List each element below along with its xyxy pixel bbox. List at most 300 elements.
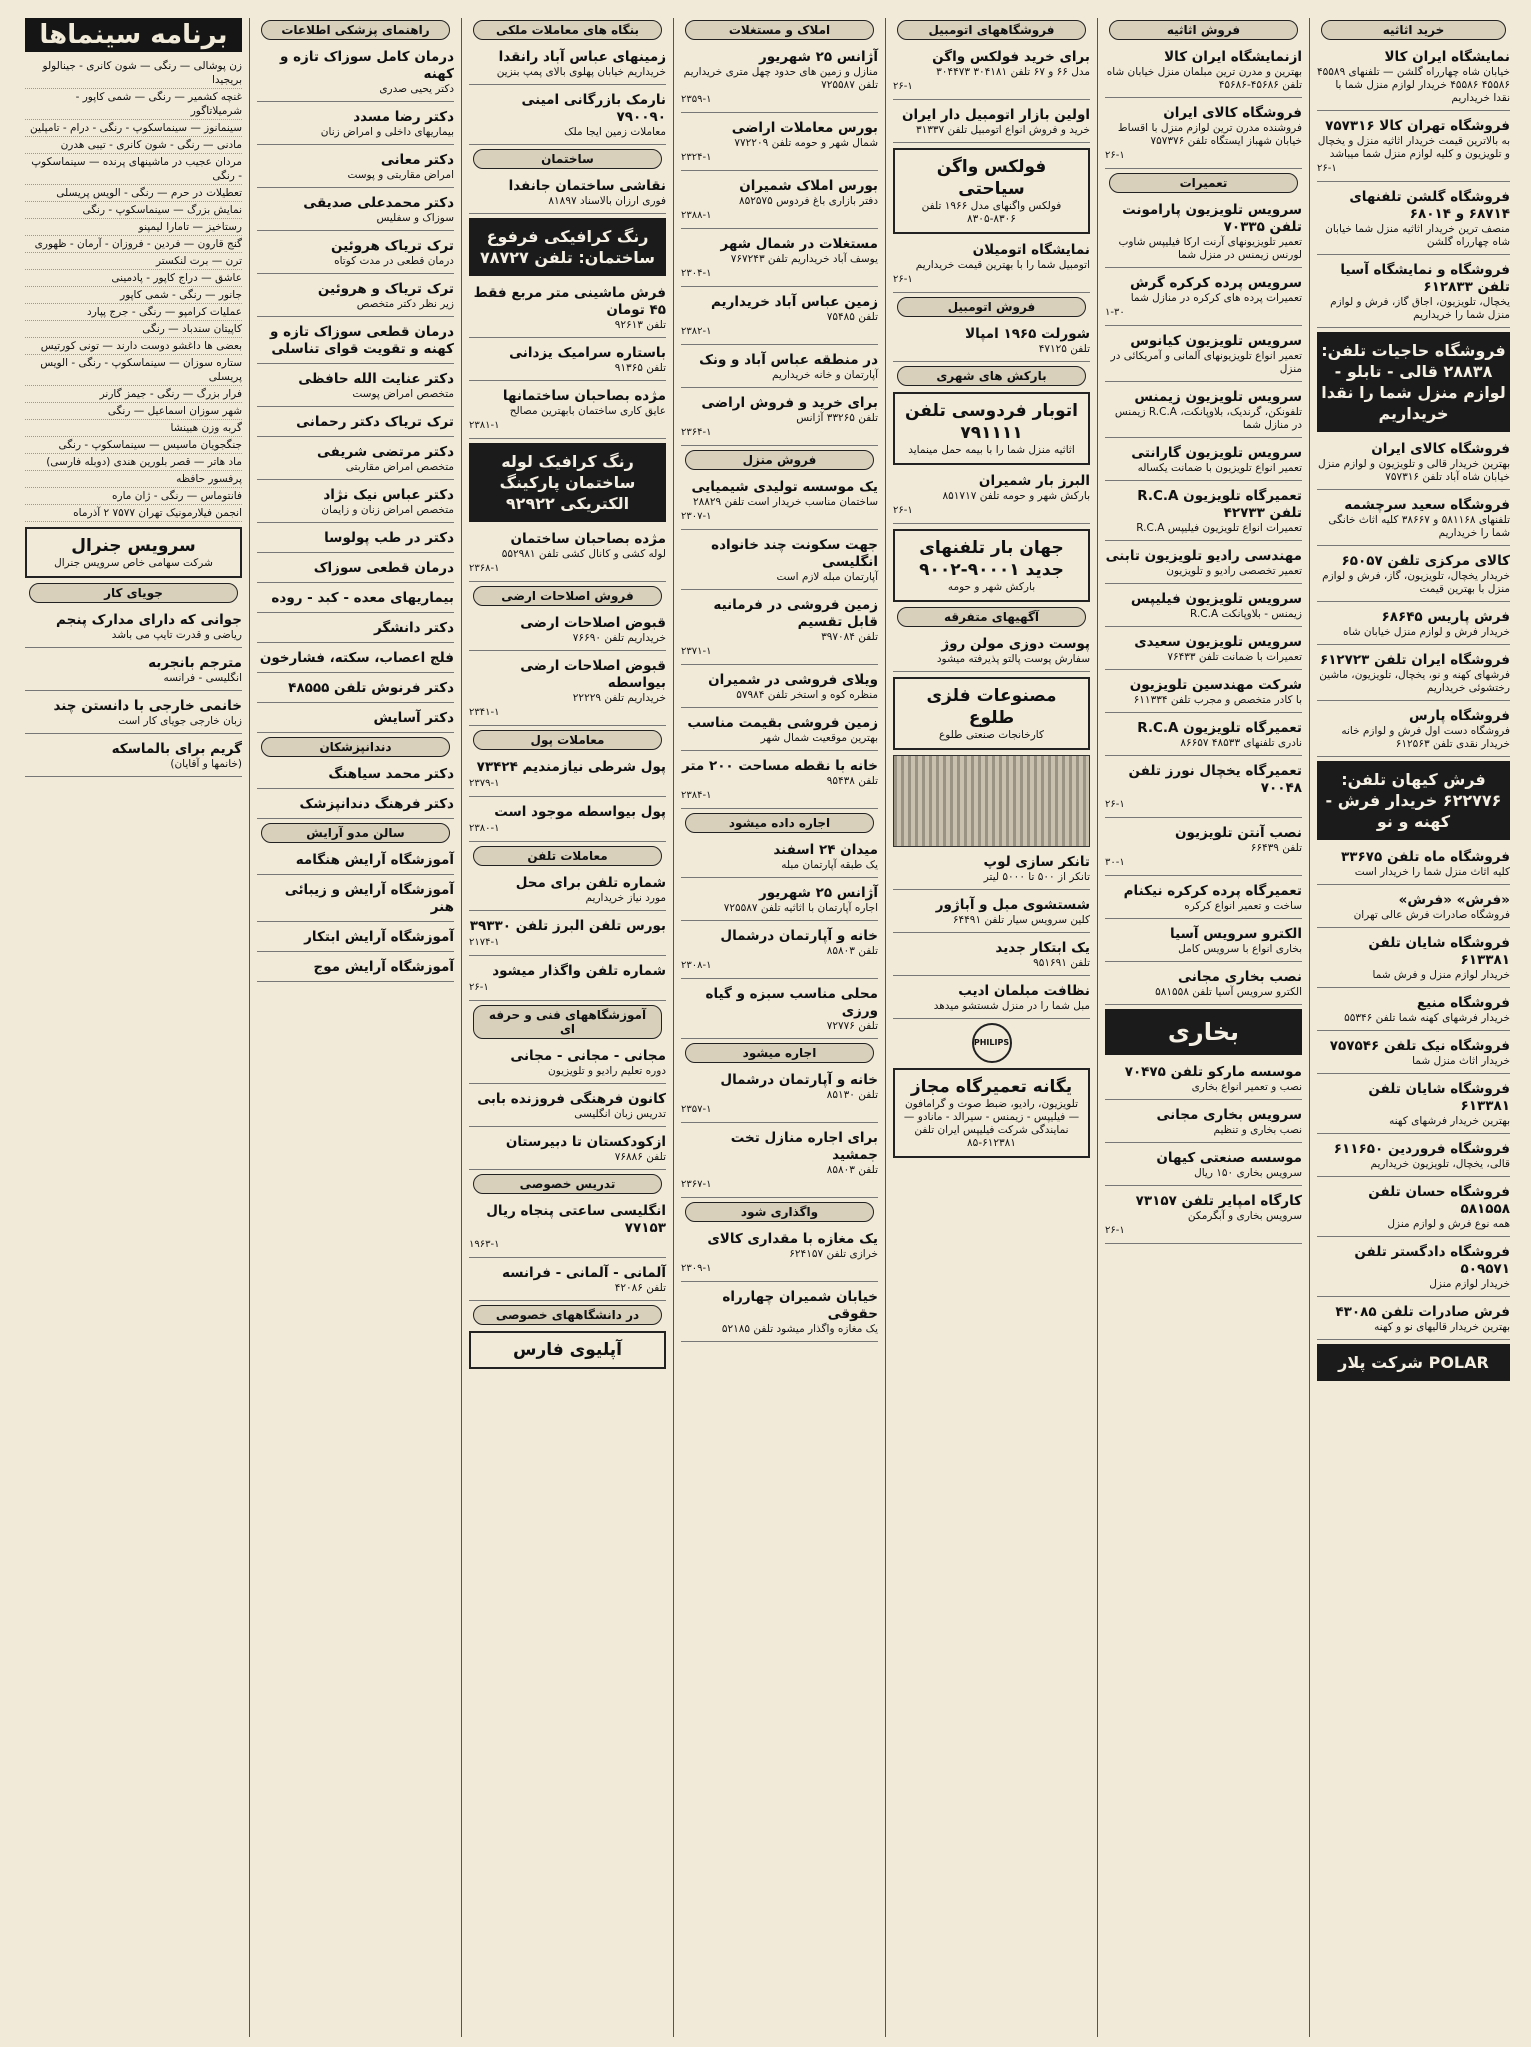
ad-code: ۲۶-۱ xyxy=(1105,799,1125,810)
ad-title: آموزشگاه آرایش ابتکار xyxy=(304,929,454,945)
boxed-ad-body: کارخانجات صنعتی طلوع xyxy=(938,729,1044,741)
ad-body: مبل شما را در منزل شستشو میدهد xyxy=(933,1000,1090,1012)
ad-title: سرویس تلویزیون گارانتی xyxy=(1131,445,1302,461)
ad-title: آلمانی - آلمانی - فرانسه xyxy=(502,1265,666,1281)
classified-ad xyxy=(469,655,666,726)
ad-title: آموزشگاه آرایش موج xyxy=(313,959,454,975)
category-header: بارکش های شهری xyxy=(897,366,1086,386)
ad-title: ازکودکستان تا دبیرستان xyxy=(505,1134,666,1150)
ad-title: ترک تریاک هروئین xyxy=(331,238,454,254)
cinema-listing: مردان عجیب در ماشینهای پرنده — سینماسکوپ - رنگی xyxy=(25,154,242,185)
ad-title: فروشگاه دادگستر تلفن ۵۰۹۵۷۱ xyxy=(1354,1244,1510,1277)
ad-body: تلفن ۷۵۴۸۵ xyxy=(826,311,878,323)
ad-code: ۲۳۸۱-۱ xyxy=(469,420,500,431)
column-3 xyxy=(885,18,1097,2037)
classified-ad xyxy=(469,801,666,842)
cinema-listing: گربه وزن هبینشا xyxy=(25,420,242,437)
ad-body: خریدار اثاث منزل شما xyxy=(1412,1055,1510,1067)
classified-ad xyxy=(257,321,454,364)
boxed-ad xyxy=(893,148,1090,234)
ad-body: منازل و زمین های حدود چهل متری خریداریم تلفن ۷۲۵۵۸۷ xyxy=(683,66,878,91)
classified-ad xyxy=(681,1286,878,1342)
display-ad-banner: POLAR شرکت پلار xyxy=(1317,1344,1510,1381)
ad-body: فوری ارزان بالاسناد ۸۱۸۹۷ xyxy=(548,195,666,207)
classified-ad xyxy=(469,756,666,797)
classified-ad xyxy=(1105,545,1302,584)
ad-title: سرویس تلویزیون پارامونت تلفن ۷۰۳۳۵ xyxy=(1122,202,1302,235)
ad-title: دکتر دانشگر xyxy=(374,620,454,636)
ad-body: زیمنس - بلاوپانکت R.C.A xyxy=(1190,608,1302,620)
cinema-listing: رستاخیز — تامارا لیمپنو xyxy=(25,219,242,236)
ad-body: عایق کاری ساختمان بابهترین مصالح xyxy=(509,405,666,417)
ad-title: بیماریهای معده - کبد - روده xyxy=(271,590,454,606)
classified-ad xyxy=(1105,1147,1302,1186)
category-header: معاملات تلفن xyxy=(473,846,662,866)
ad-code: ۲۱۷۴-۱ xyxy=(469,937,500,948)
classified-ad xyxy=(1105,272,1302,326)
ad-body: زیر نظر دکتر متخصص xyxy=(356,298,454,310)
ad-body: سفارش پوست پالتو پذیرفته میشود xyxy=(936,653,1090,665)
ad-title: درمان قطعی سوزاک xyxy=(313,560,454,576)
ad-title: نمایشگاه اتومیلان xyxy=(972,242,1090,258)
ad-title: فروشگاه شایان تلفن ۶۱۳۳۸۱ xyxy=(1368,1081,1510,1114)
ad-body: لوله کشی و کانال کشی تلفن ۵۵۲۹۸۱ xyxy=(501,548,666,560)
ad-body: مدل ۶۶ و ۶۷ تلفن ۳۰۴۱۸۱ ۳۰۴۴۷۳ xyxy=(936,66,1090,78)
ad-title: سرویس پرده کرکره گرش xyxy=(1129,275,1302,291)
ad-title: آموزشگاه آرایش هنگامه xyxy=(295,852,454,868)
classified-ad xyxy=(1317,259,1510,328)
classified-ad xyxy=(1105,1190,1302,1244)
ad-body: معاملات زمین ایجا ملک xyxy=(564,126,666,138)
ad-title: فرش ماشینی متر مربع فقط ۴۵ تومان xyxy=(473,285,666,318)
ad-body: تعمیرات انواع تلویزیون فیلیپس R.C.A xyxy=(1136,522,1302,534)
classified-ad xyxy=(1317,186,1510,255)
classified-ad xyxy=(1105,760,1302,818)
ad-title: مهندسی رادیو تلویزیون تابنی xyxy=(1105,548,1302,564)
ad-title: شرکت مهندسین تلویزیون xyxy=(1129,677,1302,693)
category-header: فروش اتومبیل xyxy=(897,297,1086,317)
ad-code: ۲۶-۱ xyxy=(893,274,913,285)
ad-title: فرش پاریس ۶۸۶۴۵ xyxy=(1381,609,1510,625)
ad-code: ۲۳۷۱-۱ xyxy=(681,646,712,657)
display-ad-banner: فرش کیهان تلفن: ۶۲۲۷۷۶ خریدار فرش - کهنه و نو xyxy=(1317,761,1510,840)
classified-ad xyxy=(1105,199,1302,268)
classified-ad xyxy=(1105,485,1302,541)
classified-ad xyxy=(257,441,454,480)
boxed-ad-title: یگانه تعمیرگاه مجاز xyxy=(910,1077,1073,1097)
category-header: فروش منزل xyxy=(685,450,874,470)
classified-ad xyxy=(681,392,878,446)
column-7 xyxy=(18,18,249,2037)
ad-title: جهت سکونت چند خانواده انگلیسی xyxy=(711,537,878,570)
ad-title: کالای مرکزی تلفن ۶۵۰۵۷ xyxy=(1341,553,1510,569)
cinema-listing: فانتوماس — رنگی - ژان ماره xyxy=(25,488,242,505)
classified-ad xyxy=(1317,1035,1510,1074)
ad-body: نصب بخاری و تنظیم xyxy=(1213,1124,1302,1136)
ad-body: تلفن ۸۵۸۰۳ xyxy=(826,1164,878,1176)
boxed-ad-title: آپلیوی فارس xyxy=(512,1340,622,1360)
ad-title: کارگاه امپایر تلفن ۷۳۱۵۷ xyxy=(1135,1193,1302,1209)
ad-body: خریدار لوازم منزل xyxy=(1429,1278,1510,1290)
product-photo xyxy=(893,755,1090,847)
ad-title: سرویس تلویزیون کیانوس xyxy=(1130,333,1302,349)
ad-title: مترجم بانجربه xyxy=(148,655,242,671)
ad-body: بخاری انواع با سرویس کامل xyxy=(1178,943,1302,955)
boxed-ad xyxy=(893,529,1090,602)
category-header: سالن مدو آرایش xyxy=(261,823,450,843)
classified-ad xyxy=(1317,992,1510,1031)
cinema-listing: ماد هاتر — قصر بلورین هندی (دوبله فارسی) xyxy=(25,454,242,471)
ad-code: ۲۳۴۱-۱ xyxy=(469,707,500,718)
classified-ad xyxy=(681,1069,878,1123)
ad-title: دکتر فرنوش تلفن ۴۸۵۵۵ xyxy=(288,680,454,696)
cinema-listing: غنچه کشمیر — رنگی — شمی کاپور - شرمیلاتاگور xyxy=(25,89,242,120)
cinema-listing: سینمانوز — سینماسکوپ - رنگی - درام - تامپلین xyxy=(25,120,242,137)
classified-ad xyxy=(1317,1078,1510,1134)
ad-body: تعمیر انواع تلویزیونهای آلمانی و آمریکائی در منزل xyxy=(1110,350,1302,375)
classified-ad xyxy=(1317,932,1510,988)
ad-body: تلفن ۶۶۴۳۹ xyxy=(1250,842,1302,854)
ad-body: خریداریم تلفن ۷۶۶۹۰ xyxy=(572,632,666,644)
boxed-ad-title: مصنوعات فلزی طلوع xyxy=(926,686,1057,728)
classified-ad xyxy=(1105,330,1302,382)
cinema-listing: پرفسور حافظه xyxy=(25,471,242,488)
cinema-listing: عملیات کرامپو — رنگی - جرج پپارد xyxy=(25,304,242,321)
classified-ad xyxy=(257,849,454,875)
ad-body: تلفن ۳۳۲۶۵ آژانس xyxy=(796,412,878,424)
classified-ad xyxy=(681,291,878,345)
classified-ad xyxy=(681,594,878,665)
ad-title: محلی مناسب سبزه و گیاه ورزی xyxy=(705,986,878,1019)
classified-ad xyxy=(257,278,454,317)
ad-body: فرشهای کهنه و نو، یخچال، تلویزیون، ماشین رختشوئی خریداریم xyxy=(1319,669,1510,694)
ad-body: یوسف آباد خریداریم تلفن ۷۶۷۲۴۳ xyxy=(730,253,878,265)
classified-ad xyxy=(681,476,878,530)
classified-ad xyxy=(257,368,454,407)
ad-body: سوزاک و سفلیس xyxy=(376,212,454,224)
ad-body: یخچال، تلویزیون، اجاق گاز، فرش و لوازم منزل شما را خریداریم xyxy=(1330,296,1510,321)
ad-title: خانه با نقطه مساحت ۲۰۰ متر xyxy=(681,758,878,774)
classified-ad xyxy=(893,633,1090,672)
ad-code: ۲۳۰۷-۱ xyxy=(681,511,712,522)
ad-title: در منطقه عباس آباد و ونک xyxy=(699,352,878,368)
ad-body: تلفن ۴۷۱۲۵ xyxy=(1038,343,1090,355)
classified-ad xyxy=(1105,46,1302,98)
classified-ad xyxy=(893,323,1090,362)
cinema-listing: ستاره سوزان — سینماسکوپ - رنگی - الویس پریسلی xyxy=(25,355,242,386)
ad-title: زمین فروشی در فرمانیه قابل تقسیم xyxy=(713,597,878,630)
ad-body: تلفن ۷۶۸۸۶ xyxy=(614,1151,666,1163)
ad-body: (خانمها و آقایان) xyxy=(170,758,242,770)
classified-ad xyxy=(257,527,454,553)
ad-body: متخصص امراض مقاربتی xyxy=(345,461,454,473)
classified-ad xyxy=(469,89,666,145)
ad-title: دکتر آسایش xyxy=(373,710,454,726)
display-ad-banner: بخاری xyxy=(1105,1009,1302,1055)
category-header: اجاره میشود xyxy=(685,1043,874,1063)
ad-title: نظافت مبلمان ادیب xyxy=(958,983,1090,999)
ad-title: برای خرید و فروش اراضی xyxy=(701,395,878,411)
ad-title: پول شرطی نیازمندیم ۷۳۴۲۴ xyxy=(476,759,666,775)
ad-body: یک طبقه آپارتمان مبله xyxy=(781,859,878,871)
ad-title: شماره تلفن برای محل xyxy=(515,875,666,891)
ad-code: ۲۶-۱ xyxy=(469,982,489,993)
ad-body: بهترین خریدار قالی و تلویزیون و لوازم منزل خیابان شاه آباد تلفن ۷۵۷۳۱۶ xyxy=(1318,458,1510,483)
column-4 xyxy=(673,18,885,2037)
ad-code: ۲۳۵۹-۱ xyxy=(681,94,712,105)
classified-ad xyxy=(893,46,1090,100)
ad-code: ۲۶-۱ xyxy=(1105,1225,1125,1236)
classified-ad xyxy=(1317,889,1510,928)
ad-body: خریدار یخچال، تلویزیون، گاز، فرش و لوازم منزل با بهترین قیمت xyxy=(1322,570,1510,595)
ad-title: قبوض اصلاحات ارضی بیواسطه xyxy=(520,658,666,691)
ad-title: سرویس تلویزیون سعیدی xyxy=(1134,634,1302,650)
category-header: فروش اصلاحات ارضی xyxy=(473,586,662,606)
classified-ad xyxy=(681,46,878,113)
ad-body: خریدار فرش و لوازم منزل خیابان شاه xyxy=(1343,626,1510,638)
classified-ad xyxy=(1317,606,1510,645)
ad-body: دوره تعلیم رادیو و تلویزیون xyxy=(548,1065,666,1077)
ad-title: دکتر رضا مسدد xyxy=(353,109,454,125)
cinema-listing: نمایش بزرگ — سینماسکوپ - رنگی xyxy=(25,202,242,219)
ad-body: منظره کوه و استخر تلفن ۵۷۹۸۴ xyxy=(736,689,878,701)
classified-ad xyxy=(1317,705,1510,757)
boxed-ad-title: جهان بار تلفنهای جدید ۹۰۰۰۱-۹۰۰۲ xyxy=(919,538,1064,580)
ad-body: تعمیرات با ضمانت تلفن ۷۶۴۳۳ xyxy=(1167,651,1302,663)
ad-body: بارکش شهر و حومه تلفن ۸۵۱۷۱۷ xyxy=(942,490,1090,502)
ad-body: تلفن ۹۵۴۳۸ xyxy=(826,775,878,787)
classified-ad xyxy=(893,980,1090,1019)
ad-title: فلج اعصاب، سکته، فشارخون xyxy=(259,650,454,666)
ad-body: متخصص امراض زنان و زایمان xyxy=(321,504,454,516)
ad-title: تعمیرگاه تلویزیون R.C.A تلفن ۴۲۷۳۳ xyxy=(1137,488,1302,521)
ad-title: دکتر محمد سیاهنگ xyxy=(328,766,454,782)
ad-title: ازنمایشگاه ایران کالا xyxy=(1164,49,1302,65)
ad-title: خانمی خارجی با دانستن چند xyxy=(53,698,242,714)
ad-code: ۲۳۸۰-۱ xyxy=(469,823,500,834)
boxed-ad xyxy=(469,1331,666,1369)
classified-ad xyxy=(469,1200,666,1258)
ad-title: یک ابتکار جدید xyxy=(995,940,1090,956)
ad-body: نصب و تعمیر انواع بخاری xyxy=(1191,1081,1302,1093)
ad-title: فروشگاه سعید سرچشمه xyxy=(1344,497,1510,513)
cinema-listing: شهر سوزان اسماعیل — رنگی xyxy=(25,403,242,420)
ad-body: فروشنده مدرن ترین لوازم منزل با اقساط خیابان شهباز ایستگاه تلفن ۷۵۷۳۷۶ xyxy=(1117,122,1302,147)
cinema-listing: مادنی — رنگی - شون کانری - تیبی هدرن xyxy=(25,137,242,154)
ad-body: تلفن ۸۵۱۳۰ xyxy=(826,1089,878,1101)
column-1 xyxy=(1309,18,1517,2037)
ad-title: خانه و آپارتمان درشمال xyxy=(720,928,878,944)
ad-body: تدریس زبان انگلیسی xyxy=(574,1108,666,1120)
ad-title: درمان کامل سوزاک تازه و کهنه xyxy=(279,49,454,82)
classified-ad xyxy=(257,707,454,733)
ad-title: ترک تریاک دکتر رحمانی xyxy=(296,414,454,430)
ad-body: فروشگاه دست اول فرش و لوازم خانه خریدار نقدی تلفن ۶۱۲۵۶۳ xyxy=(1341,725,1510,750)
ad-title: میدان ۲۴ اسفند xyxy=(773,842,878,858)
ad-title: فرش صادرات تلفن ۴۳۰۸۵ xyxy=(1335,1304,1510,1320)
ad-title: تعمیرگاه یخچال نورز تلفن ۷۰۰۴۸ xyxy=(1128,763,1302,796)
boxed-ad xyxy=(893,392,1090,465)
boxed-ad-body: اثاثیه منزل شما را با بیمه حمل مینماید xyxy=(908,444,1075,456)
classified-ad xyxy=(893,239,1090,293)
classified-ad xyxy=(469,282,666,338)
ad-title: موسسه صنعتی کیهان xyxy=(1156,1150,1302,1166)
ad-title: فروشگاه منیع xyxy=(1416,995,1510,1011)
classified-ad xyxy=(469,960,666,1001)
classified-ad xyxy=(1105,442,1302,481)
category-header: در دانشگاههای خصوصی xyxy=(473,1305,662,1325)
cinema-listing: فرار بزرگ — رنگی - جیمز گارنر xyxy=(25,386,242,403)
ad-title: انگلیسی ساعتی پنجاه ریال ۷۷۱۵۳ xyxy=(486,1203,666,1236)
ad-body: شمال شهر و حومه تلفن ۷۷۲۲۰۹ xyxy=(734,137,878,149)
classified-ad xyxy=(681,712,878,751)
ad-title: دکتر فرهنگ دندانپزشک xyxy=(299,796,454,812)
classified-ad xyxy=(25,695,242,734)
ad-title: درمان قطعی سوزاک تازه و کهنه و تقویت قوای تناسلی xyxy=(270,324,454,357)
category-header: بنگاه های معاملات ملکی xyxy=(473,20,662,40)
classified-ad xyxy=(1105,822,1302,876)
ad-title: جوانی که دارای مدارک پنجم xyxy=(56,612,242,628)
ad-title: فروشگاه فروردین ۶۱۱۶۵۰ xyxy=(1333,1141,1510,1157)
ad-title: «فرش» «فرش» xyxy=(1398,892,1510,908)
classified-ad xyxy=(681,349,878,388)
ad-body: الکترو سرویس آسیا تلفن ۵۸۱۵۵۸ xyxy=(1155,986,1302,998)
column-5 xyxy=(461,18,673,2037)
ad-body: بیماریهای داخلی و امراض زنان xyxy=(320,126,454,138)
ad-body: با کادر متخصص و مجرب تلفن ۶۱۱۳۳۴ xyxy=(1133,694,1302,706)
ad-body: همه نوع فرش و لوازم منزل xyxy=(1387,1218,1510,1230)
classified-ad xyxy=(893,851,1090,890)
classified-ad xyxy=(893,894,1090,933)
classified-ad xyxy=(257,677,454,703)
classified-ad xyxy=(1105,1104,1302,1143)
classified-ad xyxy=(1105,386,1302,438)
classified-ad xyxy=(257,926,454,952)
ad-title: سرویس تلویزیون فیلیپس xyxy=(1130,591,1302,607)
ad-title: پول بیواسطه موجود است xyxy=(494,804,666,820)
ad-body: خرید و فروش انواع اتومبیل تلفن ۳۱۳۳۷ xyxy=(915,124,1090,136)
ad-body: تلفن ۴۲۰۸۶ xyxy=(614,1282,666,1294)
classified-ad xyxy=(469,915,666,956)
classified-ad xyxy=(257,557,454,583)
ad-body: اجاره آپارتمان با اثاثیه تلفن ۷۲۵۵۸۷ xyxy=(723,902,878,914)
cinema-listing: گنج قارون — فردین - فروزان - آرمان - ظهوری xyxy=(25,236,242,253)
ad-code: ۲۳۲۴-۱ xyxy=(681,152,712,163)
ad-body: انگلیسی - فرانسه xyxy=(163,672,242,684)
ad-body: سرویس بخاری ۱۵۰ ریال xyxy=(1194,1167,1302,1179)
ad-title: برای اجاره منازل تخت جمشید xyxy=(730,1130,878,1163)
ad-code: ۲۳۶۴-۱ xyxy=(681,427,712,438)
cinema-listing: انجمن فیلارمونیک تهران ۷۵۷۷ ۲ آذرماه xyxy=(25,505,242,522)
ad-body: بهترین موقعیت شمال شهر xyxy=(760,732,878,744)
ad-body: تلفن ۷۲۷۷۶ xyxy=(826,1020,878,1032)
classified-ad xyxy=(1105,588,1302,627)
ad-title: زمین عباس آباد خریداریم xyxy=(710,294,878,310)
classified-ad xyxy=(1317,1301,1510,1340)
ad-title: فروشگاه گلشن تلفنهای ۶۸۷۱۴ و ۶۸۰۱۴ xyxy=(1349,189,1510,222)
ad-title: فروشگاه شایان تلفن ۶۱۳۳۸۱ xyxy=(1368,935,1510,968)
classified-ad xyxy=(1105,102,1302,169)
category-header: جویای کار xyxy=(29,583,238,603)
classified-ad xyxy=(469,175,666,214)
ad-code: ۱-۳۰ xyxy=(1105,307,1125,318)
classified-ad xyxy=(1105,880,1302,919)
classified-ad xyxy=(1105,966,1302,1005)
ad-body: مورد نیاز خریداریم xyxy=(585,892,666,904)
classified-ad xyxy=(1317,494,1510,546)
category-header: تدریس خصوصی xyxy=(473,1174,662,1194)
ad-title: نمایشگاه ایران کالا xyxy=(1384,49,1510,65)
ad-body: ساختمان مناسب خریدار است تلفن ۲۸۸۲۹ xyxy=(692,496,878,508)
category-header: واگذاری شود xyxy=(685,1202,874,1222)
ad-title: آژانس ۲۵ شهریور xyxy=(759,885,878,901)
classified-ad xyxy=(893,104,1090,143)
classified-ad xyxy=(257,763,454,789)
classified-ad xyxy=(681,925,878,979)
cinema-listing: زن پوشالی — رنگی — شون کانری - جینالولو بریجیدا xyxy=(25,58,242,89)
ad-body: تلفونکن، گرندیک، بلاوپانکت، R.C.A زیمنس در منازل شما xyxy=(1114,406,1302,431)
ad-body: به بالاترین قیمت خریدار اثاثیه منزل و یخچال و تلویزیون و کلیه لوازم منزل شما میباشد xyxy=(1317,135,1510,160)
ad-title: دکتر عباس نیک نژاد xyxy=(323,487,454,503)
ad-title: اولین بازار اتومبیل دار ایران xyxy=(901,107,1090,123)
classified-ad xyxy=(257,879,454,922)
ad-title: بورس املاک شمیران xyxy=(739,178,878,194)
ad-body: سرویس بخاری و آبگرمکن xyxy=(1187,1210,1302,1222)
ad-code: ۲۳۵۷-۱ xyxy=(681,1104,712,1115)
classified-ad xyxy=(681,669,878,708)
ad-code: ۲۶-۱ xyxy=(1317,163,1337,174)
ad-title: باستاره سرامیک یزدانی xyxy=(509,345,666,361)
ad-title: فروشگاه تهران کالا ۷۵۷۳۱۶ xyxy=(1325,118,1510,134)
classified-ad xyxy=(681,882,878,921)
category-header: خرید اثاثیه xyxy=(1321,20,1506,40)
classified-ad xyxy=(681,233,878,287)
ad-title: دکتر عنایت الله حافظی xyxy=(298,371,454,387)
ad-body: تلفنهای ۵۸۱۱۶۸ و ۳۸۶۶۷ کلیه اثاث خانگی شما را خریداریم xyxy=(1328,514,1510,539)
ad-body: آپارتمان مبله لازم است xyxy=(776,571,878,583)
ad-title: نقاشی ساختمان جانفدا xyxy=(508,178,666,194)
classified-ad xyxy=(1317,649,1510,701)
classified-ad xyxy=(257,793,454,819)
classified-ad xyxy=(25,738,242,777)
ad-title: دکتر در طب پولوسا xyxy=(324,530,454,546)
ad-body: متخصص امراض پوست xyxy=(352,388,454,400)
ad-title: یک مغازه با مقداری کالای xyxy=(707,1231,878,1247)
ad-code: ۲۳۸۲-۱ xyxy=(681,326,712,337)
cinema-section-title: برنامه سینماها xyxy=(25,18,242,52)
ad-title: زمینهای عباس آباد رانقدا xyxy=(498,49,666,65)
ad-title: پوست دوزی مولن روژ xyxy=(941,636,1090,652)
classified-ad xyxy=(257,411,454,437)
classified-ad xyxy=(257,106,454,145)
cinema-listing: عاشق — دراج کاپور - پادمینی xyxy=(25,270,242,287)
ad-code: ۲۳۶۷-۱ xyxy=(681,1179,712,1190)
classified-ad xyxy=(25,652,242,691)
philips-logo: PHILIPS xyxy=(972,1023,1012,1063)
boxed-ad-body: تلویزیون، رادیو، ضبط صوت و گرامافون — فیلیپس - زیمنس - سیرالد - مانادو — نمایندگی شرکت فیلیپس ایران تلفن ۶۱۲۳۸۱-۸۵ xyxy=(903,1098,1080,1149)
ad-body: تلفن ۳۹۷۰۸۴ xyxy=(821,631,878,643)
ad-title: خیابان شمیران چهارراه حقوقی xyxy=(722,1289,878,1322)
ad-title: برای خرید فولکس واگن xyxy=(932,49,1090,65)
classified-ad xyxy=(469,1131,666,1170)
ad-code: ۲۳۰۹-۱ xyxy=(681,1263,712,1274)
ad-title: مستغلات در شمال شهر xyxy=(720,236,878,252)
ad-body: خیابان شاه چهارراه گلشن — تلفنهای ۴۵۵۸۹ ۴۵۵۸۶ ۴۵۵۸۶ خریدار لوازم منزل شما با نقدا خریداریم xyxy=(1317,66,1510,104)
ad-title: قبوض اصلاحات ارضی xyxy=(520,615,666,631)
classified-ad xyxy=(1105,631,1302,670)
ad-body: زبان خارجی جویای کار است xyxy=(118,715,242,727)
classified-ad xyxy=(257,617,454,643)
